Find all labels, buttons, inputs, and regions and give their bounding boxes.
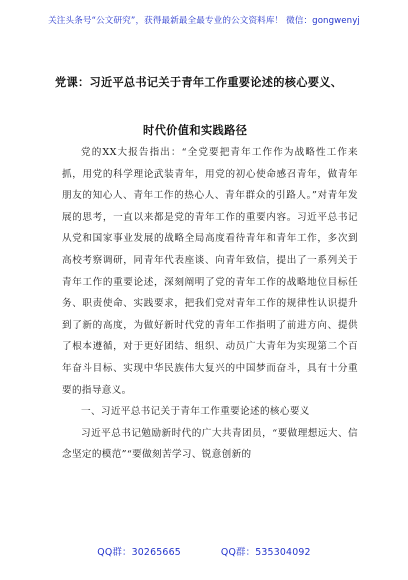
header-notice: 关注头条号“公文研究”，获得最新最全最专业的公文资料库！ 微信：gongwenyj <box>48 16 360 26</box>
footer-contacts <box>0 544 408 558</box>
section-heading-1: 一、习近平总书记关于青年工作重要论述的核心要义 <box>81 406 310 418</box>
body-paragraph-intro: 党的XX大报告指出：“全党要把青年工作作为战略性工作来抓，用党的科学理论武装青年，用党的初心使命感召青年，做青年朋友的知心人、青年工作的热心人、青年群众的引路人。”对青年发展的思考，一直以来都是党的青年工作的重要内容。习近平总书记从党和国家事业发展的战略全局高度看待青年和青年工作，多次到高校考察调研，同青年代表座谈、向青年致信，提出了一系列关于青年工作的重要论述，深刻阐明了党的青年工作的战略地位目标任务、职责使命、实践要求，把我们党对青年工作的规律性认识提升到了新的高度，为做好新时代党的青年工作指明了前进方向、提供了根本遵循，对于更好团结、组织、动员广大青年为实现第二个百年奋斗目标、实现中华民族伟大复兴的中国梦而奋斗，具有十分重要的指导意义。 <box>62 147 358 396</box>
document-title-line-1: 党课：习近平总书记关于青年工作重要论述的核心要义、 <box>55 76 343 89</box>
footer-qq-group-left: QQ群：30265665 <box>97 547 181 558</box>
document-body <box>62 142 358 466</box>
document-title-line-2: 时代价值和实践路径 <box>143 124 248 137</box>
body-paragraph-section-1: 习近平总书记勉励新时代的广大共青团员，“要做理想远大、信念坚定的模范”“要做刻苦学习、锐意创新的 <box>62 427 358 461</box>
footer-qq-group-right: QQ群：535304092 <box>220 547 311 558</box>
